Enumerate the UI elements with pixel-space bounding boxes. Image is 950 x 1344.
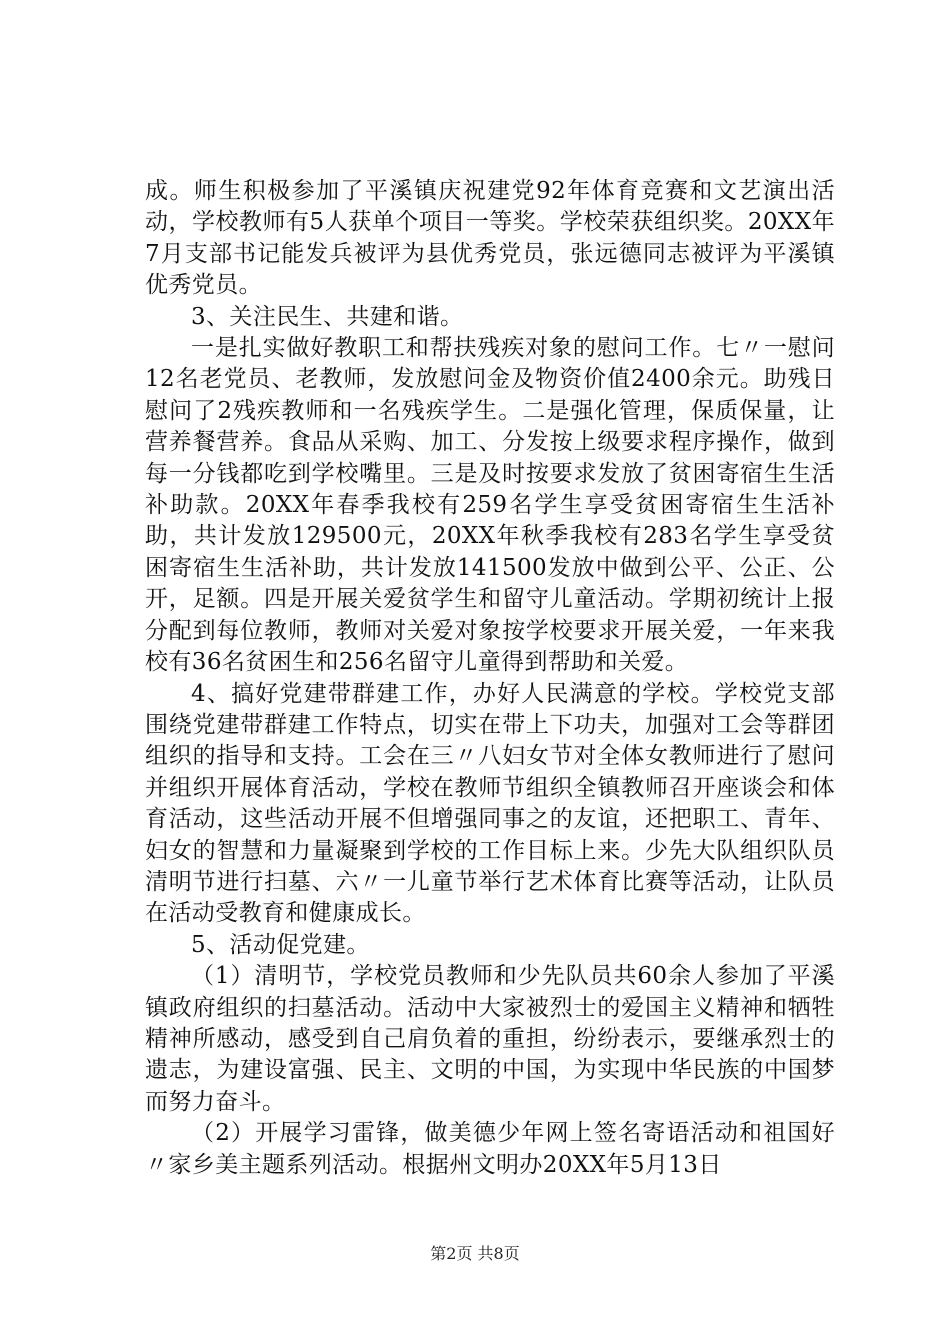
paragraph-6: （1）清明节，学校党员教师和少先队员共60余人参加了平溪镇政府组织的扫墓活动。活动中大家被烈士的爱国主义精神和牺牲精神所感动，感受到自己肩负着的重担，纷纷表示，要继承烈士的遗志，为建设富强、民主、文明的中国，为实现中华民族的中国梦而努力奋斗。 <box>145 963 835 1115</box>
paragraph-7: （2）开展学习雷锋，做美德少年网上签名寄语活动和祖国好〃家乡美主题系列活动。根据州文明办20XX年5月13日 <box>145 1120 835 1178</box>
paragraph-3: 一是扎实做好教职工和帮扶残疾对象的慰问工作。七〃一慰问12名老党员、老教师，发放慰问金及物资价值2400余元。助残日慰问了2残疾教师和一名残疾学生。二是强化管理，保质保量，让营养餐营养。食品从采购、加工、分发按上级要求程序操作，做到每一分钱都吃到学校嘴里。三是及时按要求发放了贫困寄宿生生活补助款。20XX年春季我校有259名学生享受贫困寄宿生生活补助，共计发放129500元，20XX年秋季我校有283名学生享受贫困寄宿生生活补助，共计发放141500发放中做到公平、公正、公开，足额。四是开展关爱贫学生和留守儿童活动。学期初统计上报分配到每位教师，教师对关爱对象按学校要求开展关爱，一年来我校有36名贫困生和256名留守儿童得到帮助和关爱。 <box>145 335 835 676</box>
document-body <box>145 176 835 1181</box>
paragraph-2-heading: 3、关注民生、共建和谐。 <box>191 303 464 330</box>
paragraph-5-heading: 5、活动促党建。 <box>191 931 370 958</box>
paragraph-1: 成。师生积极参加了平溪镇庆祝建党92年体育竞赛和文艺演出活动，学校教师有5人获单个项目一等奖。学校荣获组织奖。20XX年7月支部书记能发兵被评为县优秀党员，张远德同志被评为平溪镇优秀党员。 <box>145 178 835 299</box>
page-number-footer: 第2页 共8页 <box>430 1244 520 1263</box>
paragraph-4: 4、搞好党建带群建工作，办好人民满意的学校。学校党支部围绕党建带群建工作特点，切实在带上下功夫，加强对工会等群团组织的指导和支持。工会在三〃八妇女节对全体女教师进行了慰问并组织开展体育活动，学校在教师节组织全镇教师召开座谈会和体育活动，这些活动开展不但增强同事之的友谊，还把职工、青年、妇女的智慧和力量凝聚到学校的工作目标上来。少先大队组织队员清明节进行扫墓、六〃一儿童节举行艺术体育比赛等活动，让队员在活动受教育和健康成长。 <box>145 680 835 927</box>
